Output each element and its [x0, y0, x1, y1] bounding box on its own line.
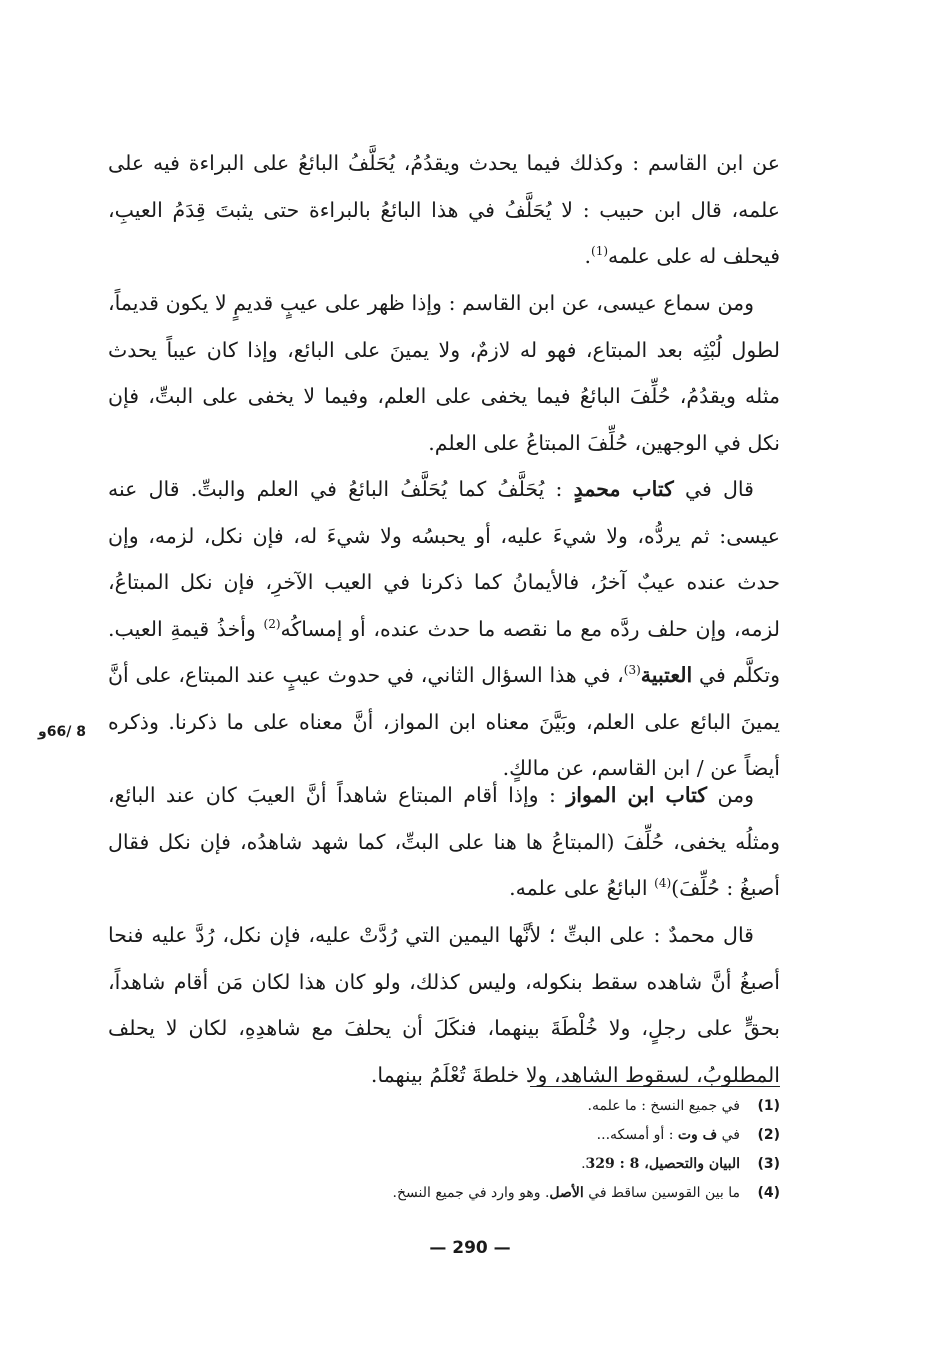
paragraph-3-body: : يُحَلَّفُ كما يُحَلَّفُ البائعُ في العلم والبتِّ. قال عنه عيسى: ثم يردُّه، ولا شيءَ عليه، أو يحبسُه ولا شيءَ له، فإن نكل، لزمه، وإن حدث عنده عيبٌ آخرُ، فالأيمانُ كما ذكرنا في العيب الآخرِ، فإن نكل المبتاعُ، لزمه، وإن حلف ردَّه مع ما نقصه ما حدث عنده، أو إمساكُه — [108, 477, 780, 641]
paragraph-1-text: عن ابن القاسم : وكذلك فيما يحدث ويقدُمُ، يُحَلَّفُ البائعُ على البراءة فيه على علمه، قال ابن حبيب : لا يُحَلَّفُ في هذا البائعُ بالبراءة حتى يثبتَ قِدَمُ العيبِ، فيحلف له على علمه — [108, 151, 780, 268]
footnote-divider — [530, 1086, 780, 1087]
paragraph-2 — [108, 280, 780, 466]
paragraph-4-body: : وإذا أقام المبتاع شاهداً أنَّ العيبَ كان عند البائع، ومثلُه يخفى، حُلِّفَ (المبتاعُ ها هنا على البتِّ، كما شهد شاهدُه، فإن نكل فقال أصبغُ : حُلِّفَ) — [108, 783, 780, 900]
book-title-ibn-al-mawwaz: كتاب ابن المواز — [566, 783, 708, 807]
footnotes — [260, 1092, 780, 1208]
footnote-text: . — [581, 1156, 586, 1172]
footnote-text: . وهو وارد في جميع النسخ. — [392, 1185, 550, 1201]
footnote-3 — [260, 1150, 780, 1179]
paragraph-4 — [108, 772, 780, 912]
paragraph-5-text: قال محمدٌ : على البتِّ ؛ لأنَّها اليمين التي رُدَّتْ عليه، فإن نكل، رُدَّ عليه فنحا أصبغُ أنَّ شاهده سقط بنكوله، وليس كذلك، ولو كان هذا لكان مَن أقام شاهداً، بحقٍّ على رجلٍ، ولا خُلْطَةَ بينهما، فنكَلَ أن يحلفَ مع شاهدِهِ، لكان لا يحلف المطلوبُ، لسقوط الشاهد، ولا خلطةَ تُعْلَمُ بينهما. — [108, 923, 780, 1087]
paragraph-3 — [108, 466, 780, 792]
paragraph-4-lead: ومن — [717, 783, 755, 807]
footnote-number: (4) — [757, 1185, 780, 1201]
footnote-ref-2[interactable]: (2) — [263, 616, 281, 631]
footnote-number: (3) — [757, 1156, 780, 1172]
footnote-source: الأصل — [549, 1185, 584, 1201]
footnote-text: : أو أمسكه... — [596, 1127, 678, 1143]
book-title-utbiyya: العتبية — [640, 663, 693, 687]
paragraph-3-end: ، في هذا السؤال الثاني، في حدوث عيبٍ عند المبتاع، على أنَّ يمينَ البائع على العلم، وبَيَّنَ معناه ابن المواز، أنَّ معناه على ما ذكرنا. وذكره أيضاً عن / ابن القاسم، عن مالكٍ. — [108, 663, 780, 780]
footnote-1 — [260, 1092, 780, 1121]
manuscript-folio-note: 8 /66و — [38, 724, 86, 740]
footnote-source: ف وت — [677, 1127, 718, 1143]
paragraph-1 — [108, 140, 780, 280]
page-number: — 290 — — [429, 1238, 511, 1258]
paragraph-4-end: البائعُ على علمه. — [509, 876, 648, 900]
footnote-number: (2) — [757, 1127, 780, 1143]
footnote-ref-4[interactable]: (4) — [654, 876, 672, 891]
footnote-text: ما بين القوسين ساقط في — [583, 1185, 740, 1201]
footnote-number: (1) — [757, 1098, 780, 1114]
paragraph-1-end: . — [584, 244, 591, 268]
footnote-ref-3[interactable]: (3) — [623, 663, 641, 678]
footnote-text: في — [717, 1127, 740, 1143]
paragraph-2-text: ومن سماع عيسى، عن ابن القاسم : وإذا ظهر على عيبٍ قديمٍ لا يكون قديماً، لطول لُبْثِه بعد المبتاع، فهو له لازمٌ، ولا يمينَ على البائع، وإذا كان عيباً يحدث مثله ويقدُمُ، حُلِّفَ البائعُ فيما يخفى على العلم، وفيما لا يخفى على البتِّ، فإن نكل في الوجهين، حُلِّفَ المبتاعُ على العلم. — [108, 291, 780, 455]
footnote-text: في جميع النسخ : ما علمه. — [587, 1098, 740, 1114]
footnote-source: البيان والتحصيل، 8 : 329 — [585, 1156, 740, 1172]
book-title-muhammad: كتاب محمدٍ — [573, 477, 674, 501]
footnote-2 — [260, 1121, 780, 1150]
paragraph-5 — [108, 912, 780, 1098]
paragraph-3-cont: وأخذُ قيمةِ العيب. وتكلَّم في — [108, 616, 780, 687]
footnote-ref-1[interactable]: (1) — [591, 244, 609, 259]
paragraph-3-lead: قال في — [684, 477, 754, 501]
footnote-4 — [260, 1179, 780, 1208]
